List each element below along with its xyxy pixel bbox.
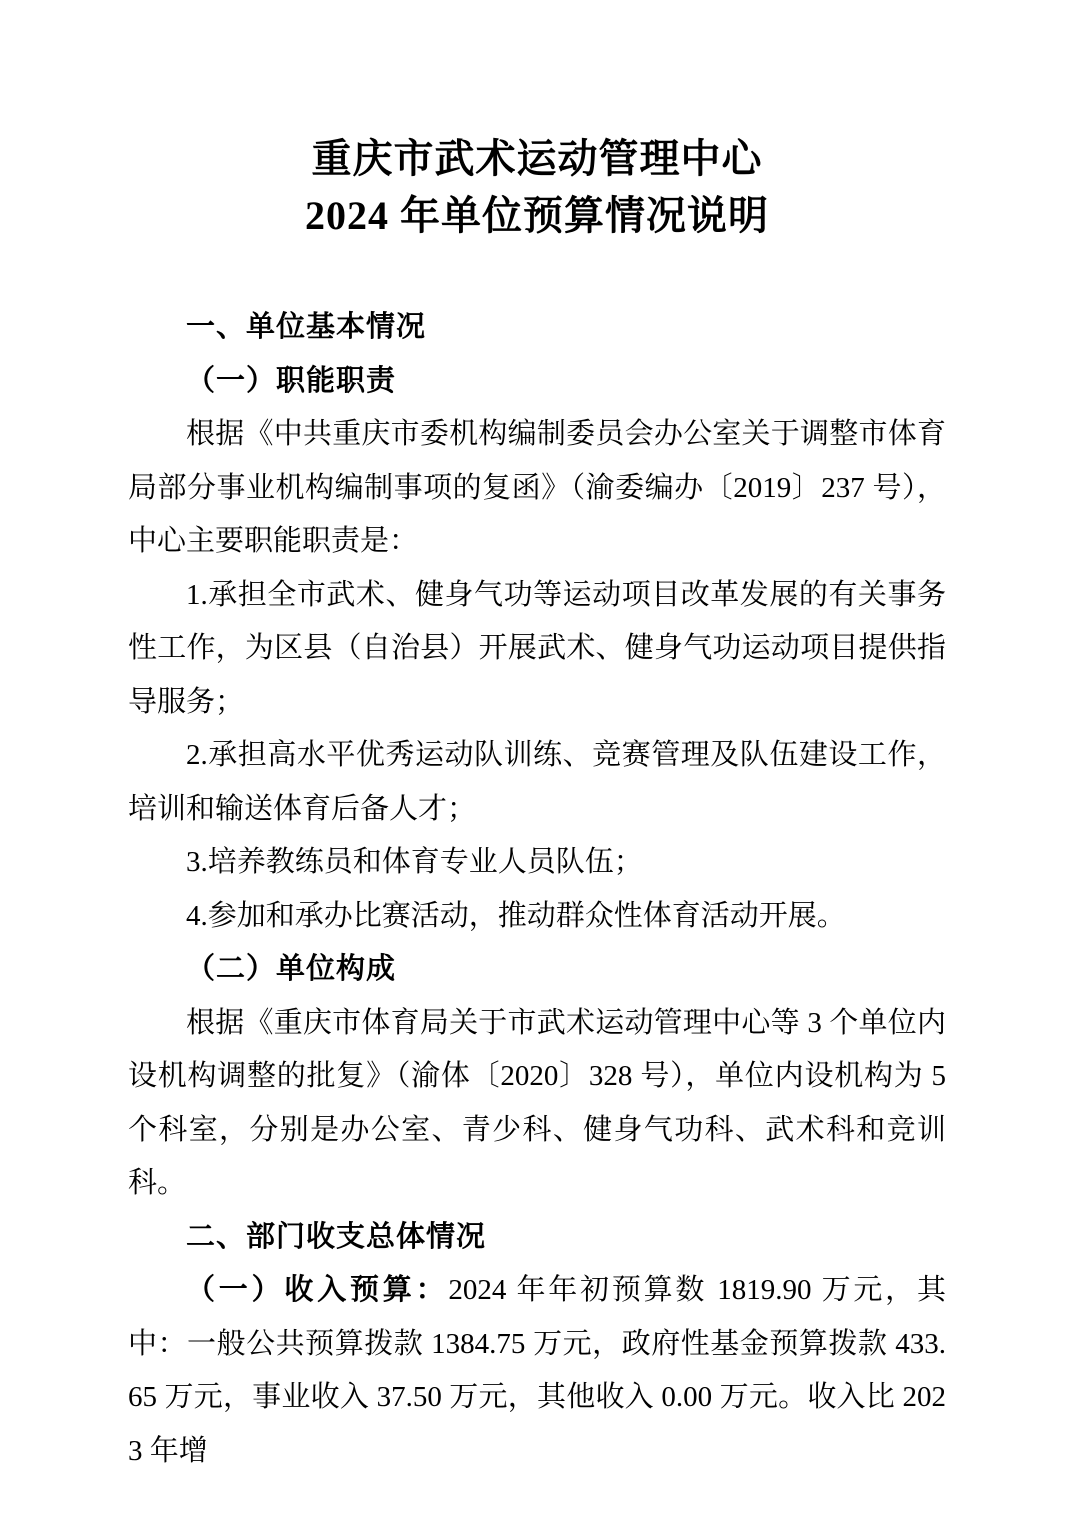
- paragraph-functions-basis: 根据《中共重庆市委机构编制委员会办公室关于调整市体育局部分事业机构编制事项的复函》（渝委编办〔2019〕237 号），中心主要职能职责是：: [128, 418, 946, 557]
- document-title-line1: 重庆市武术运动管理中心: [311, 136, 763, 181]
- paragraph-unit-composition: 根据《重庆市体育局关于市武术运动管理中心等 3 个单位内设机构调整的批复》（渝体〔2020〕328 号），单位内设机构为 5 个科室，分别是办公室、青少科、健身气功科、武术科和竞训科。: [128, 1006, 946, 1199]
- paragraph-duty-1: 1.承担全市武术、健身气功等运动项目改革发展的有关事务性工作，为区县（自治县）开展武术、健身气功运动项目提供指导服务；: [128, 578, 946, 718]
- document-title-line2: 2024 年单位预算情况说明: [305, 193, 769, 238]
- section-1-sub-2-heading: （二）单位构成: [186, 953, 397, 985]
- document-content: [128, 130, 946, 1478]
- document-title: [128, 130, 946, 244]
- paragraph-income-budget: [128, 1264, 946, 1478]
- paragraph-duty-4: 4.参加和承办比赛活动，推动群众性体育活动开展。: [186, 899, 846, 932]
- paragraph-duty-3: 3.培养教练员和体育专业人员队伍；: [186, 846, 643, 878]
- section-1-heading: 一、单位基本情况: [186, 311, 427, 343]
- section-1-sub-1-heading: （一）职能职责: [186, 364, 397, 397]
- income-budget-lead: （一）收入预算：: [186, 1274, 449, 1306]
- paragraph-duty-2: 2.承担高水平优秀运动队训练、竞赛管理及队伍建设工作，培训和输送体育后备人才；: [128, 739, 946, 825]
- income-budget-text: 2024 年年初预算数 1819.90 万元，其中：一般公共预算拨款 1384.75 万元，政府性基金预算拨款 433.65 万元，事业收入 37.50 万元，其他收入 0.00 万元。收入比 2023 年增: [128, 1274, 946, 1467]
- section-2-heading: 二、部门收支总体情况: [186, 1220, 487, 1253]
- document-body: [128, 301, 946, 1478]
